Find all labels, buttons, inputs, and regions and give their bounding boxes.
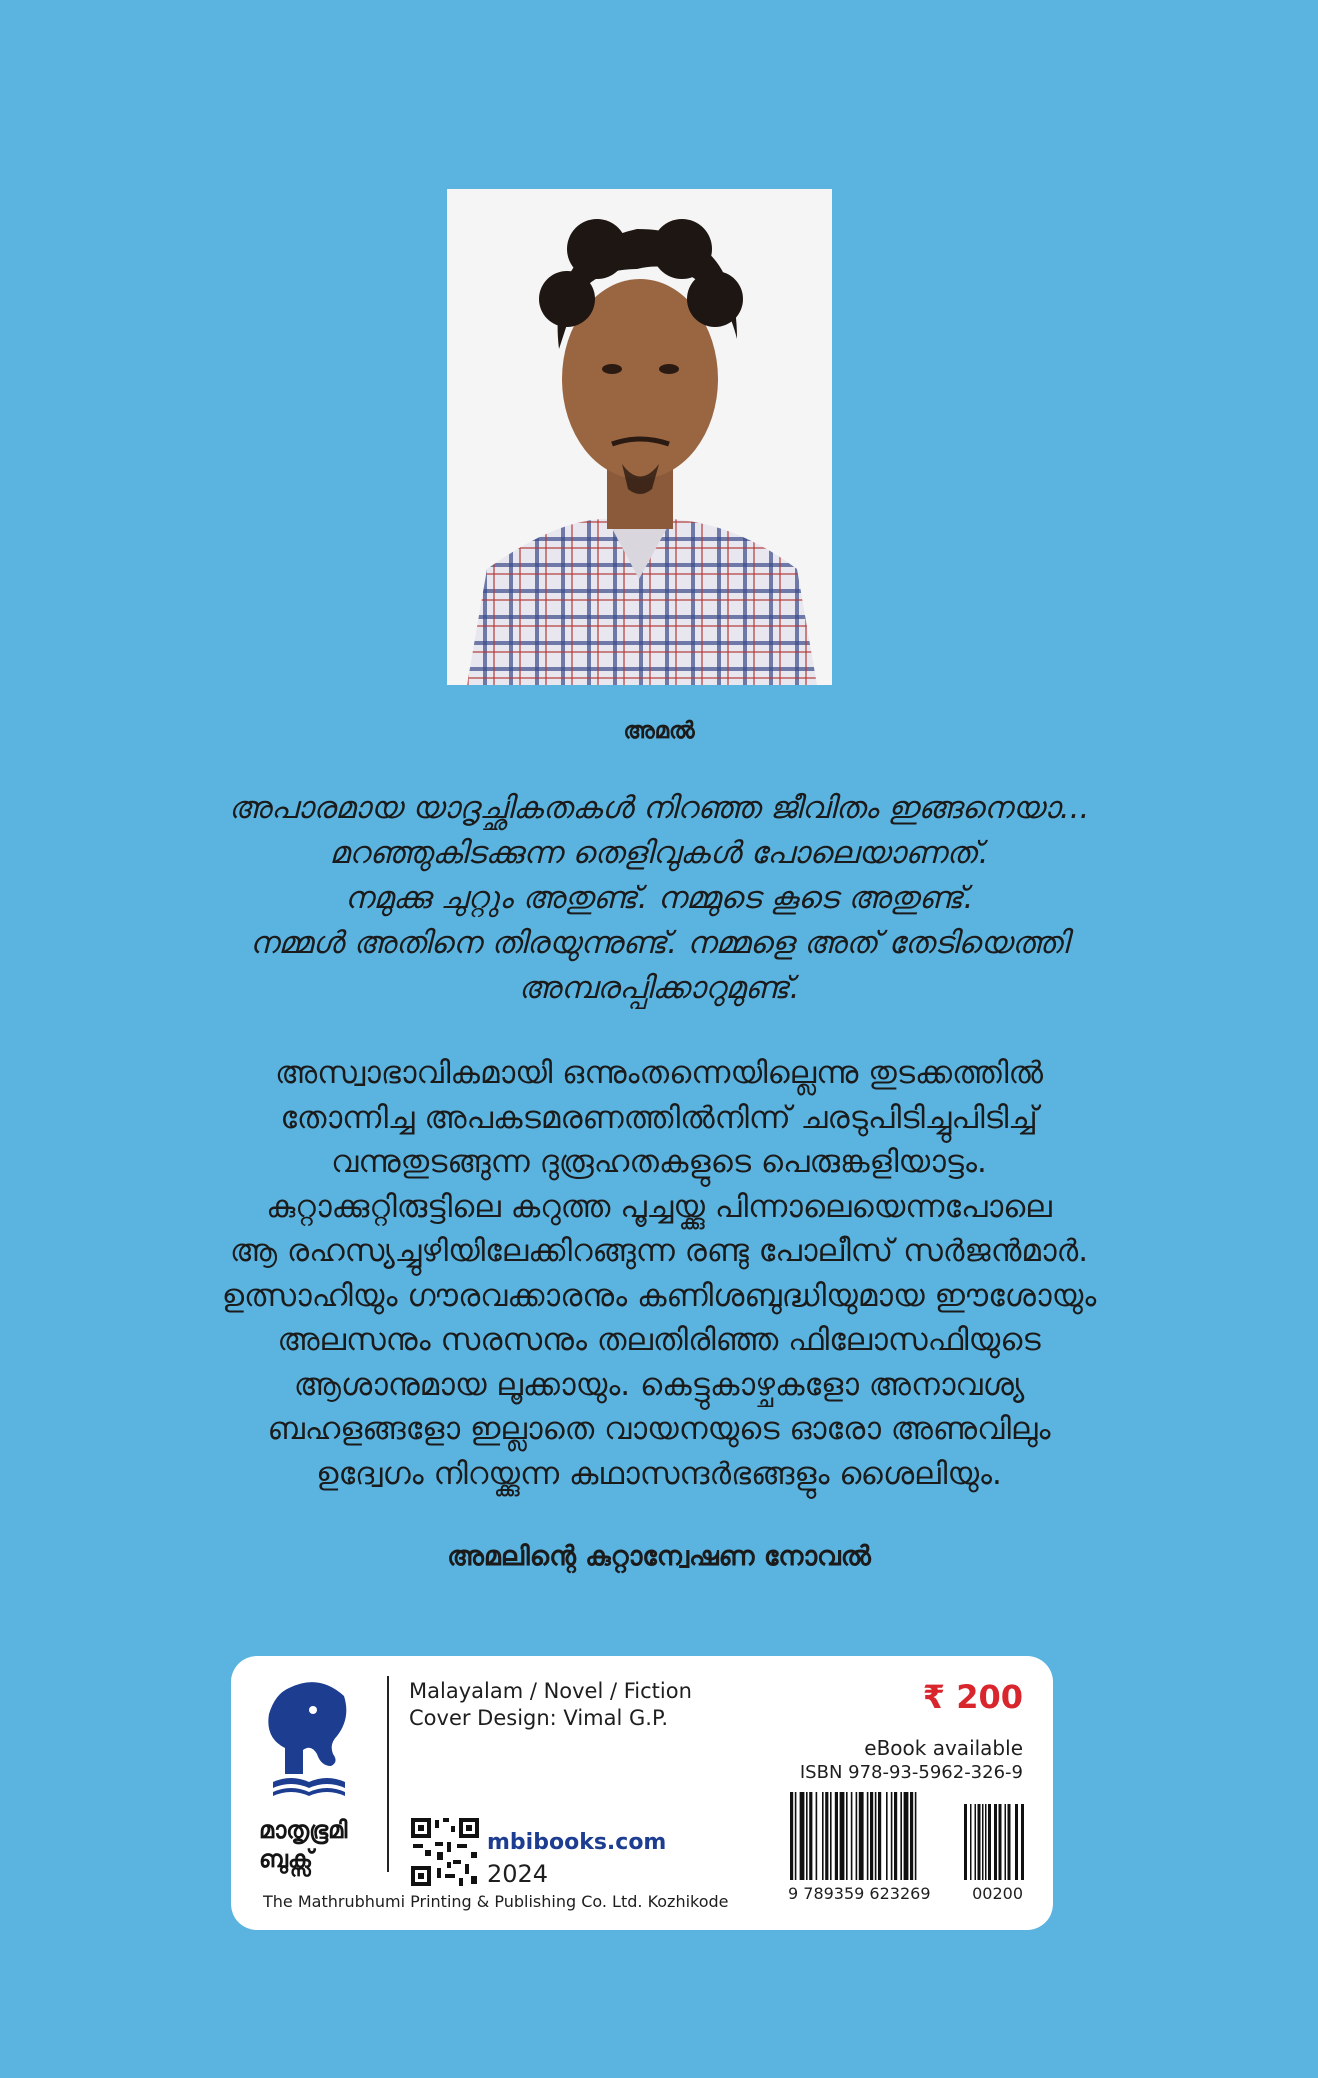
publisher-panel bbox=[231, 1656, 1053, 1930]
blurb-line: അലസനും സരസനും തലതിരിഞ്ഞ ഫിലോസഫിയുടെ bbox=[277, 1322, 1041, 1358]
elephant-book-icon bbox=[259, 1678, 359, 1804]
quote-line: നമുക്കു ചുറ്റും അതുണ്ട്. നമ്മുടെ കൂടെ അതുണ്ട്. bbox=[344, 880, 974, 916]
blurb-line: കുറ്റാക്കുറ്റിരുട്ടിലെ കറുത്ത പൂച്ചയ്ക്കു പിന്നാലെയെന്നപോലെ bbox=[266, 1188, 1052, 1225]
blurb-line: ആ രഹസ്യച്ചുഴിയിലേക്കിറങ്ങുന്ന രണ്ടു പോലീസ് സർജൻമാർ. bbox=[229, 1233, 1089, 1269]
logo-name-line: ബുക്സ് bbox=[259, 1845, 313, 1873]
blurb-line: തോന്നിച്ച അപകടമരണത്തിൽനിന്ന് ചരടുപിടിച്ചുപിടിച്ച് bbox=[280, 1099, 1038, 1136]
isbn-text: ISBN 978-93-5962-326-9 bbox=[799, 1762, 1023, 1783]
logo-name bbox=[259, 1816, 369, 1874]
blurb-line: ബഹളങ്ങളോ ഇല്ലാതെ വായനയുടെ ഓരോ അണുവിലും bbox=[267, 1411, 1051, 1447]
publisher-name: The Mathrubhumi Printing & Publishing Co. Ltd. Kozhikode bbox=[263, 1892, 729, 1911]
blurb-block bbox=[100, 1051, 1218, 1496]
author-name: അമൽ bbox=[623, 718, 695, 744]
author-photo bbox=[447, 189, 832, 685]
qr-code-icon bbox=[409, 1816, 481, 1888]
divider bbox=[387, 1676, 389, 1872]
blurb-line: ഉദ്വേഗം നിറയ്ക്കുന്ന കഥാസന്ദർഭങ്ങളും ശൈലിയും. bbox=[316, 1455, 1002, 1492]
barcode bbox=[788, 1792, 1024, 1880]
blurb-line: അസ്വാഭാവികമായി ഒന്നുംതന്നെയില്ലെന്നു തുടക്കത്തിൽ bbox=[274, 1055, 1044, 1091]
category-text: Malayalam / Novel / Fiction bbox=[409, 1679, 692, 1703]
barcode-number: 9 789359 623269 bbox=[788, 1884, 931, 1903]
cover-design-credit: Cover Design: Vimal G.P. bbox=[409, 1706, 669, 1730]
author-portrait-image bbox=[447, 189, 832, 685]
tagline: അമലിന്റെ കുറ്റാന്വേഷണ നോവൽ bbox=[447, 1541, 871, 1572]
quote-line: അമ്പരപ്പിക്കാറുമുണ്ട്. bbox=[518, 970, 800, 1006]
book-details bbox=[409, 1678, 692, 1732]
publication-year: 2024 bbox=[487, 1860, 549, 1888]
blurb-line: ആശാനുമായ ലൂക്കായും. കെട്ടുകാഴ്ചകളോ അനാവശ്യ bbox=[293, 1366, 1025, 1403]
quote-line: മറഞ്ഞുകിടക്കുന്ന തെളിവുകൾ പോലെയാണത്. bbox=[329, 835, 989, 871]
quote-block bbox=[120, 786, 1198, 1011]
barcode-addon-number: 00200 bbox=[972, 1884, 1023, 1903]
price-label: ₹ 200 bbox=[922, 1678, 1023, 1716]
ebook-availability: eBook available bbox=[864, 1736, 1023, 1760]
quote-line: നമ്മൾ അതിനെ തിരയുന്നുണ്ട്. നമ്മളെ അത് തേടിയെത്തി bbox=[249, 925, 1069, 961]
quote-line: അപാരമായ യാദൃച്ഛികതകൾ നിറഞ്ഞ ജീവിതം ഇങ്ങനെയാ... bbox=[228, 790, 1090, 826]
blurb-line: വന്നുതുടങ്ങുന്ന ദുരൂഹതകളുടെ പെരുങ്കളിയാട്ടം. bbox=[331, 1144, 987, 1180]
blurb-line: ഉത്സാഹിയും ഗൗരവക്കാരനും കണിശബുദ്ധിയുമായ ഈശോയും bbox=[221, 1277, 1097, 1314]
logo-name-line: മാതൃഭൂമി bbox=[259, 1816, 348, 1844]
website-link[interactable]: mbibooks.com bbox=[487, 1830, 667, 1855]
